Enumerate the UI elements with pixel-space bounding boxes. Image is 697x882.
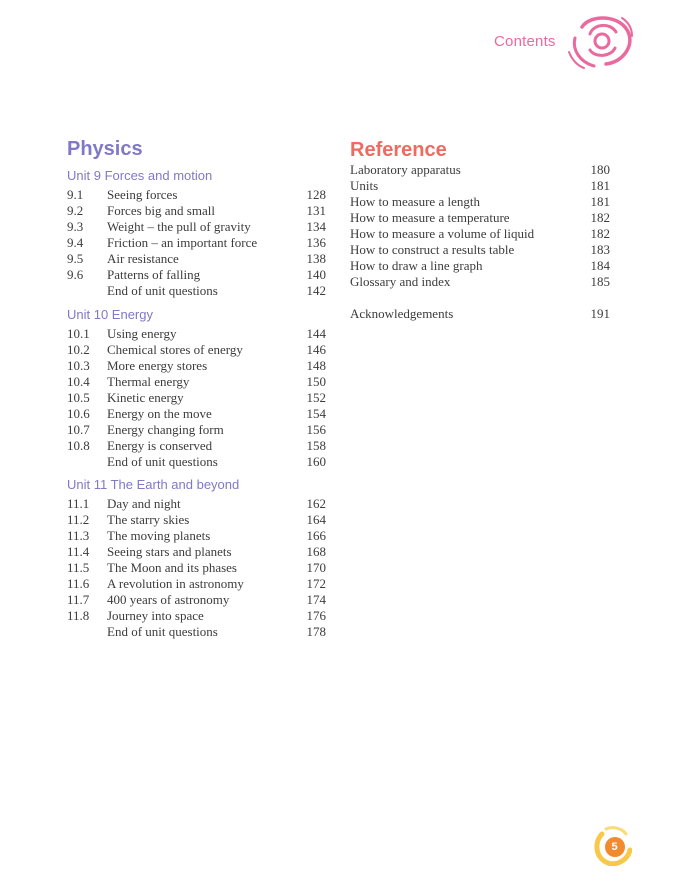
entry-title: Acknowledgements <box>350 306 454 321</box>
reference-entry <box>350 178 610 194</box>
entry-page-number: 176 <box>306 608 326 623</box>
toc-entry <box>67 406 326 422</box>
entry-page-number: 181 <box>590 194 610 209</box>
entry-page-number: 150 <box>306 374 326 389</box>
entry-title: Day and night <box>107 496 181 511</box>
reference-entry <box>350 274 610 290</box>
entry-page-number: 134 <box>306 219 326 234</box>
entry-page-number: 164 <box>306 512 326 527</box>
entry-number: 10.3 <box>67 358 90 373</box>
entry-page-number: 160 <box>306 454 326 469</box>
entry-title: How to measure a volume of liquid <box>350 226 535 241</box>
entry-number: 11.5 <box>67 560 90 575</box>
entry-number: 9.5 <box>67 251 84 266</box>
entry-page-number: 162 <box>306 496 326 511</box>
entry-page-number: 182 <box>590 210 610 225</box>
entry-title: Patterns of falling <box>107 267 201 282</box>
entry-number: 11.1 <box>67 496 90 511</box>
reference-entry <box>350 162 610 178</box>
entry-page-number: 174 <box>306 592 326 607</box>
entry-title: The starry skies <box>107 512 190 527</box>
entry-title: Kinetic energy <box>107 390 184 405</box>
entry-title: End of unit questions <box>107 624 218 639</box>
entry-number: 11.4 <box>67 544 90 559</box>
entry-title: Glossary and index <box>350 274 451 289</box>
entry-number: 10.5 <box>67 390 90 405</box>
toc-entry <box>67 219 326 235</box>
toc-entry <box>67 235 326 251</box>
toc-entry <box>67 390 326 406</box>
entry-number: 9.3 <box>67 219 84 234</box>
toc-entry <box>67 454 326 470</box>
entry-page-number: 170 <box>306 560 326 575</box>
entry-page-number: 148 <box>306 358 326 373</box>
entry-page-number: 182 <box>590 226 610 241</box>
entry-title: Using energy <box>107 326 177 341</box>
entry-number: 10.4 <box>67 374 90 389</box>
entry-number: 9.2 <box>67 203 84 218</box>
reference-entry <box>350 242 610 258</box>
entry-number: 10.7 <box>67 422 90 437</box>
entry-page-number: 142 <box>306 283 326 298</box>
entry-page-number: 184 <box>590 258 610 273</box>
entry-title: More energy stores <box>107 358 208 373</box>
entry-page-number: 191 <box>590 306 610 321</box>
entry-page-number: 180 <box>590 162 610 177</box>
toc-entry <box>67 544 326 560</box>
entry-number: 10.2 <box>67 342 90 357</box>
toc-entry <box>67 560 326 576</box>
reference-entry <box>350 226 610 242</box>
entry-number: 11.3 <box>67 528 90 543</box>
toc-entry <box>67 438 326 454</box>
entry-page-number: 146 <box>306 342 326 357</box>
entry-title: A revolution in astronomy <box>107 576 244 591</box>
toc-entry <box>67 422 326 438</box>
entry-title: Chemical stores of energy <box>107 342 243 357</box>
toc-entry <box>67 203 326 219</box>
entry-number: 11.7 <box>67 592 90 607</box>
entry-page-number: 166 <box>306 528 326 543</box>
entry-title: Seeing forces <box>107 187 178 202</box>
entry-title: Seeing stars and planets <box>107 544 232 559</box>
toc-entry <box>67 374 326 390</box>
entry-title: End of unit questions <box>107 454 218 469</box>
unit-heading: Unit 11 The Earth and beyond <box>67 477 240 492</box>
entry-page-number: 178 <box>306 624 326 639</box>
entry-page-number: 131 <box>306 203 326 218</box>
entry-page-number: 140 <box>306 267 326 282</box>
toc-entry <box>67 576 326 592</box>
toc-entry <box>67 267 326 283</box>
entry-number: 9.4 <box>67 235 84 250</box>
entry-title: Forces big and small <box>107 203 215 218</box>
page-header-title: Contents <box>494 33 556 50</box>
physics-section-title: Physics <box>67 138 143 160</box>
toc-entry <box>67 251 326 267</box>
entry-number: 9.6 <box>67 267 84 282</box>
entry-page-number: 136 <box>306 235 326 250</box>
entry-page-number: 183 <box>590 242 610 257</box>
reference-entry <box>350 210 610 226</box>
reference-entry <box>350 194 610 210</box>
entry-title: Journey into space <box>107 608 204 623</box>
entry-page-number: 154 <box>306 406 326 421</box>
entry-title: Weight – the pull of gravity <box>107 219 251 234</box>
entry-title: Energy on the move <box>107 406 212 421</box>
reference-section-title: Reference <box>350 139 447 161</box>
entry-page-number: 156 <box>306 422 326 437</box>
toc-entry <box>67 342 326 358</box>
entry-page-number: 158 <box>306 438 326 453</box>
entry-page-number: 128 <box>306 187 326 202</box>
toc-entry <box>67 512 326 528</box>
reference-entry <box>350 258 610 274</box>
toc-entry <box>67 326 326 342</box>
entry-number: 10.6 <box>67 406 90 421</box>
entry-title: Laboratory apparatus <box>350 162 461 177</box>
entry-title: End of unit questions <box>107 283 218 298</box>
entry-title: The moving planets <box>107 528 211 543</box>
entry-title: How to draw a line graph <box>350 258 483 273</box>
entry-number: 10.8 <box>67 438 90 453</box>
entry-title: 400 years of astronomy <box>107 592 230 607</box>
toc-entry <box>67 187 326 203</box>
entry-number: 11.6 <box>67 576 90 591</box>
entry-title: Air resistance <box>107 251 179 266</box>
entry-number: 11.8 <box>67 608 90 623</box>
entry-page-number: 144 <box>306 326 326 341</box>
entry-page-number: 168 <box>306 544 326 559</box>
toc-entry <box>67 624 326 640</box>
toc-entry <box>67 608 326 624</box>
entry-number: 10.1 <box>67 326 90 341</box>
entry-title: Thermal energy <box>107 374 190 389</box>
entry-page-number: 185 <box>590 274 610 289</box>
entry-page-number: 152 <box>306 390 326 405</box>
entry-page-number: 181 <box>590 178 610 193</box>
entry-title: How to measure a length <box>350 194 480 209</box>
entry-title: How to measure a temperature <box>350 210 510 225</box>
entry-page-number: 172 <box>306 576 326 591</box>
entry-number: 9.1 <box>67 187 84 202</box>
entry-page-number: 138 <box>306 251 326 266</box>
entry-title: Units <box>350 178 379 193</box>
pink-swirl-icon <box>566 14 634 70</box>
entry-title: Energy changing form <box>107 422 224 437</box>
toc-entry <box>67 592 326 608</box>
entry-title: How to construct a results table <box>350 242 515 257</box>
entry-title: Friction – an important force <box>107 235 258 250</box>
entry-number: 11.2 <box>67 512 90 527</box>
acknowledgements-entry <box>350 306 610 322</box>
entry-title: The Moon and its phases <box>107 560 237 575</box>
entry-title: Energy is conserved <box>107 438 213 453</box>
unit-heading: Unit 10 Energy <box>67 307 153 322</box>
unit-heading: Unit 9 Forces and motion <box>67 168 213 183</box>
toc-entry <box>67 528 326 544</box>
toc-entry <box>67 496 326 512</box>
page-number: 5 <box>611 841 618 853</box>
toc-entry <box>67 283 326 299</box>
toc-entry <box>67 358 326 374</box>
